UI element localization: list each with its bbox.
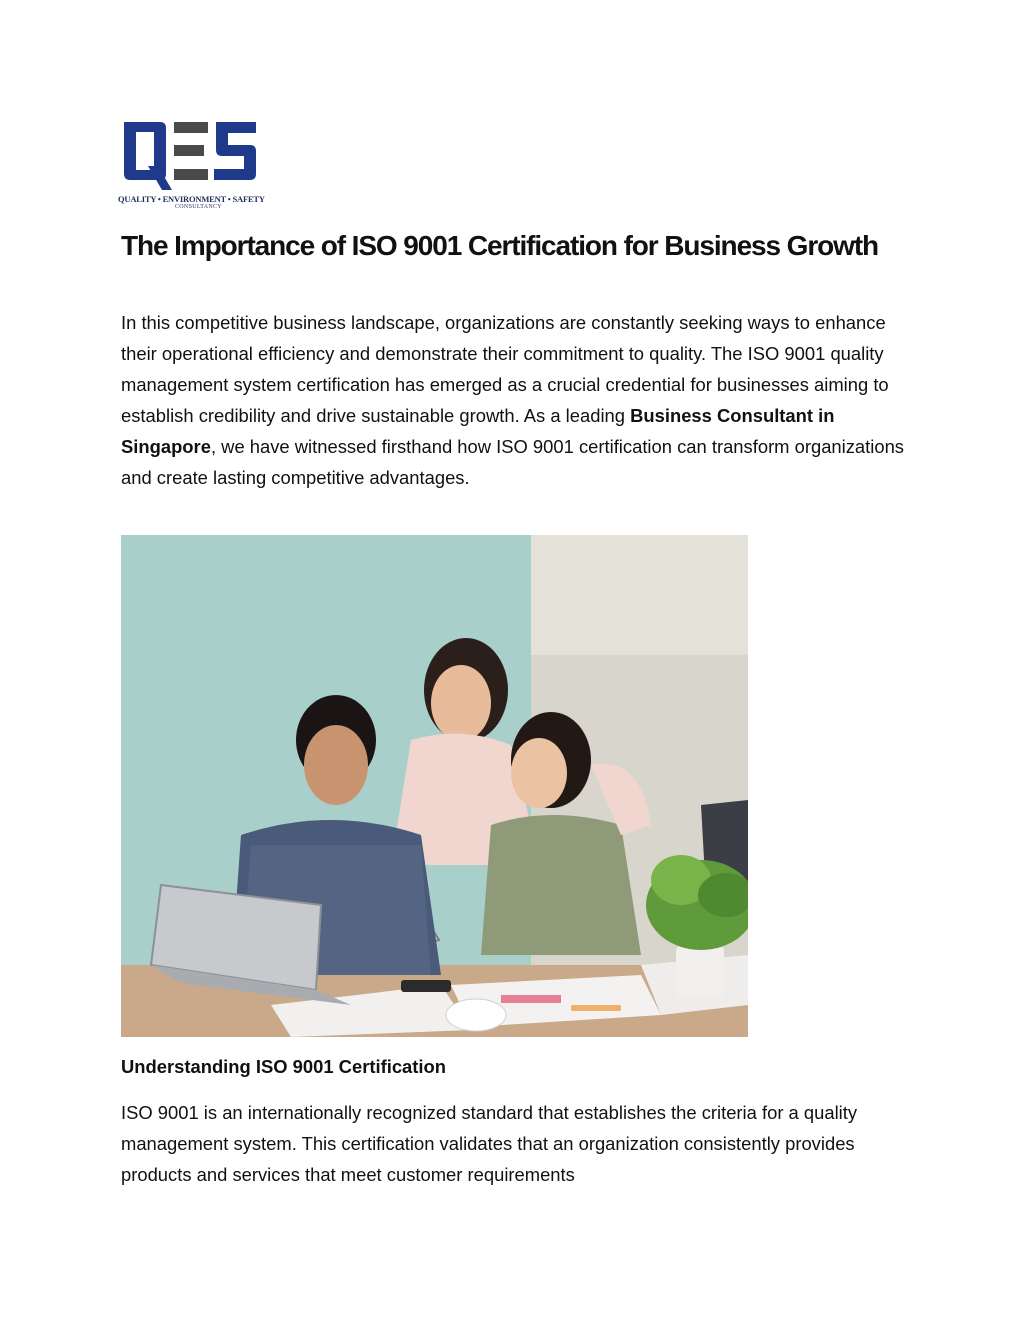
logo-tagline: QUALITY • ENVIRONMENT • SAFETY	[118, 194, 265, 204]
section-paragraph: ISO 9001 is an internationally recognized standard that establishes the criteria for a quality management system. This certification validates that an organization consistently provides products and services that meet customer requirements	[121, 1102, 858, 1185]
company-logo	[118, 116, 268, 216]
page-title: The Importance of ISO 9001 Certification for Business Growth	[121, 230, 879, 261]
intro-paragraph	[121, 307, 911, 493]
team-photo	[121, 535, 748, 1037]
section-heading: Understanding ISO 9001 Certification	[121, 1056, 446, 1077]
qes-logo-icon	[118, 116, 268, 194]
photo-of-team-at-laptop-icon	[121, 535, 748, 1037]
business-consultant-link: Business Consultant in Singapore	[121, 405, 835, 457]
intro-text-end: , we have witnessed firsthand how ISO 9001 certification can transform organizations and create lasting competitive advantages.	[121, 436, 905, 488]
logo-subtitle: CONSULTANCY	[175, 204, 222, 210]
intro-text-start: In this competitive business landscape, organizations are constantly seeking ways to enhance their operational efficiency and demonstrate their commitment to quality. The ISO 9001 quality management system certification has emerged as a crucial credential for businesses aiming to establish credibility and drive sustainable growth. As a leading	[121, 312, 889, 426]
